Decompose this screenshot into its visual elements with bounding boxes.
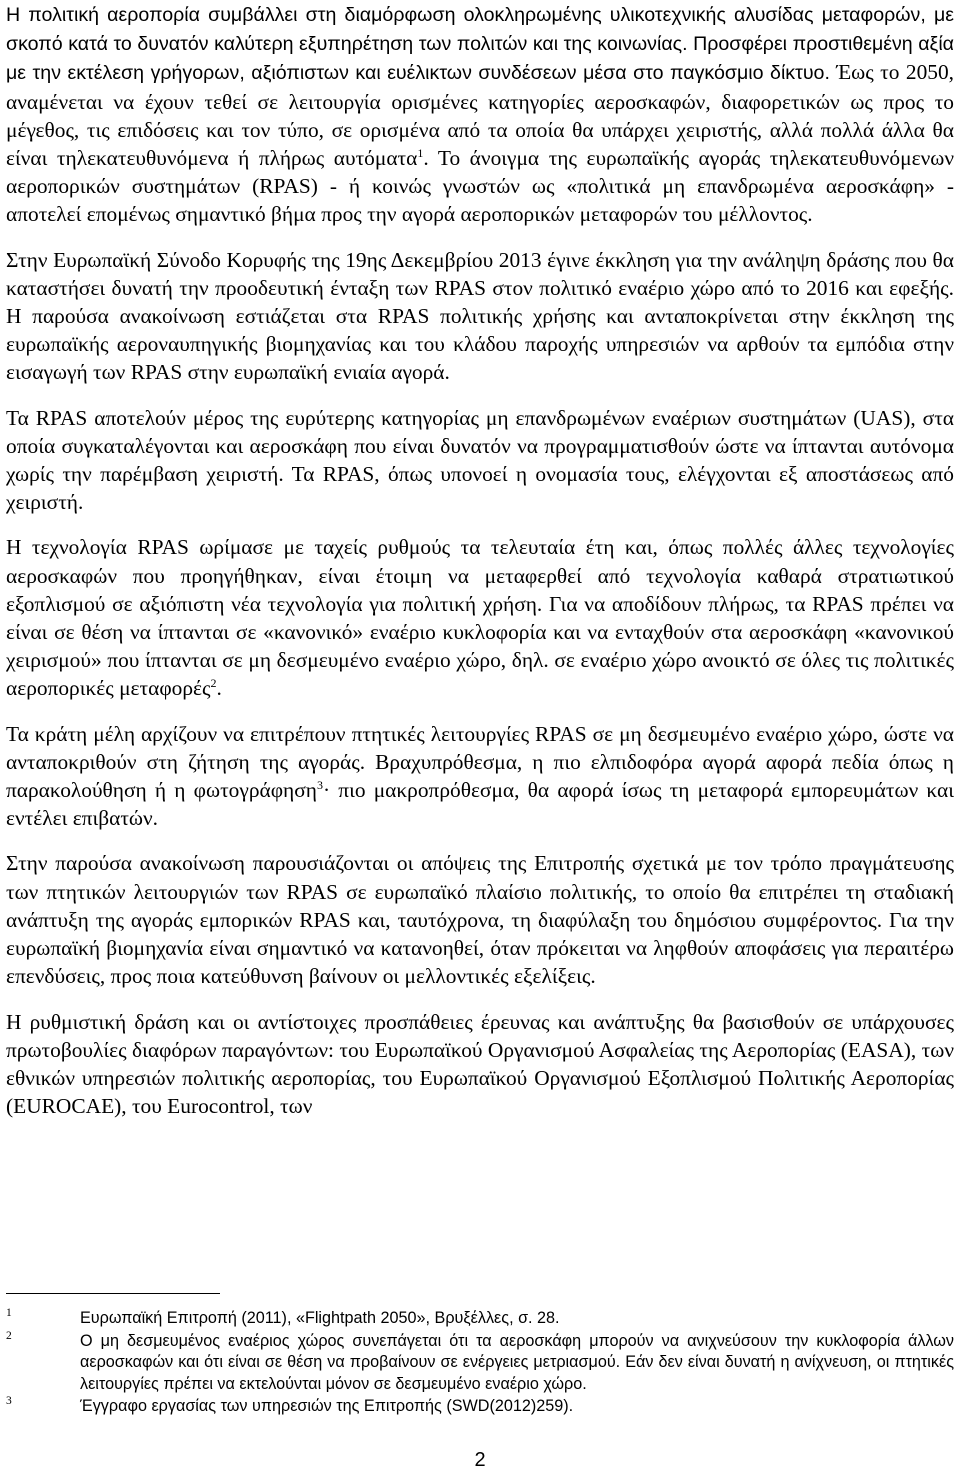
footnote-text: Ο μη δεσμευμένος εναέριος χώρος συνεπάγεται ότι τα αεροσκάφη μπορούν να ανιχνεύσουν την κυκλοφορία άλλων αεροσκαφών και ότι είναι σε θέση να προβαίνουν σε ενέργειες μετριασμού. Εάν δεν είναι δυνατή η ανίχνευση, οι πτητικές λειτουργίες πρέπει να εκτελούνται μόνον σε δεσμευμένο εναέριο χώρο.: [80, 1331, 954, 1393]
paragraph-member-states: [6, 720, 954, 833]
footnote-number: 2: [6, 1329, 12, 1342]
footnote-1: [6, 1308, 954, 1330]
footnote-text: Ευρωπαϊκή Επιτροπή (2011), «Flightpath 2050», Βρυξέλλες, σ. 28.: [80, 1309, 560, 1327]
page-number: 2: [474, 1449, 486, 1471]
paragraph-lead-text: Η πολιτική αεροπορία συμβάλλει στη διαμόρφωση ολοκληρωμένης υλικοτεχνικής αλυσίδας μεταφορών, με σκοπό κατά το δυνατόν καλύτερη εξυπηρέτηση των πολιτών και της κοινωνίας. Προσφέρει προστιθεμένη αξία με την εκτέλεση γρήγορων, αξιόπιστων και ευέλικτων συνδέσεων μέσα στο παγκόσμιο δίκτυο.: [6, 4, 954, 85]
paragraph-text: Τα κράτη μέλη αρχίζουν να επιτρέπουν πτητικές λειτουργίες RPAS σε μη δεσμευμένο εναέριο χώρο, ώστε να ανταποκριθούν στη ζήτηση της αγοράς. Βραχυπρόθεσμα, η πιο ελπιδοφόρα αγορά αφορά πεδία όπως η παρακολούθηση ή η φωτογράφηση: [6, 721, 954, 803]
footnote-ref-1[interactable]: 1: [417, 145, 424, 160]
footnote-text: Έγγραφο εργασίας των υπηρεσιών της Επιτροπής (SWD(2012)259).: [80, 1397, 574, 1416]
footnotes: [6, 1308, 954, 1419]
footnote-3: [6, 1396, 954, 1418]
footnote-number: 1: [6, 1307, 12, 1319]
paragraph-rpas-definition: Τα RPAS αποτελούν μέρος της ευρύτερης κατηγορίας μη επανδρωμένων εναέριων συστημάτων (UAS), στα οποία συγκαταλέγονται και αεροσκάφη που είναι δυνατόν να προγραμματισθούν ώστε να ίπτανται αυτόνομα χωρίς την παρέμβαση χειριστή. Τα RPAS, όπως υπονοεί η ονομασία τους, ελέγχονται εξ αποστάσεως από χειριστή.: [6, 405, 954, 515]
paragraph-summit: Στην Ευρωπαϊκή Σύνοδο Κορυφής της 19ης Δεκεμβρίου 2013 έγινε έκκληση για την ανάληψη δράσης που θα καταστήσει δυνατή την προοδευτική ένταξη των RPAS στον πολιτικό εναέριο χώρο από το 2016 και εφεξής. Η παρούσα ανακοίνωση εστιάζεται στα RPAS πολιτικής χρήσης και ανταποκρίνεται στην έκκληση της ευρωπαϊκής αεροναυπηγικής βιομηχανίας και του κλάδου παροχής υπηρεσιών να αρθούν τα εμπόδια στην εισαγωγή των RPAS στην ευρωπαϊκή ενιαία αγορά.: [6, 247, 954, 385]
paragraph-regulatory-action: Η ρυθμιστική δράση και οι αντίστοιχες προσπάθειες έρευνας και ανάπτυξης θα βασισθούν σε υπάρχουσες πρωτοβουλίες διαφόρων παραγόντων: του Ευρωπαϊκού Οργανισμού Ασφαλείας της Αεροπορίας (EASA), των εθνικών υπηρεσιών πολιτικής αεροπορίας, του Ευρωπαϊκού Οργανισμού Εξοπλισμού Πολιτικής Αεροπορίας (EUROCAE), του Eurocontrol, των: [6, 1009, 954, 1119]
paragraph-commission-views: Στην παρούσα ανακοίνωση παρουσιάζονται οι απόψεις της Επιτροπής σχετικά με τον τρόπο πραγμάτευσης των πτητικών λειτουργιών των RPAS σε ευρωπαϊκό πλαίσιο πολιτικής, το οποίο θα επιτρέπει τη σταδιακή ανάπτυξη της αγοράς εμπορικών RPAS και, ταυτόχρονα, τη διαφύλαξη του δημόσιου συμφέροντος. Για την ευρωπαϊκή βιομηχανία είναι σημαντικό να κατανοηθεί, όταν πρόκειται να ληφθούν αποφάσεις για περαιτέρω επενδύσεις, προς ποια κατεύθυνση βαίνουν οι μελλοντικές εξελίξεις.: [6, 851, 954, 989]
paragraph-rpas-technology: [6, 533, 954, 702]
footnote-number: 3: [6, 1395, 12, 1408]
paragraph-text: · πιο μακροπρόθεσμα, θα αφορά ίσως τη μεταφορά εμπορευμάτων και εντέλει επιβατών.: [6, 778, 954, 831]
footnote-ref-2[interactable]: 2: [210, 676, 217, 691]
paragraph-text: Η τεχνολογία RPAS ωρίμασε με ταχείς ρυθμούς τα τελευταία έτη και, όπως πολλές άλλες τεχνολογίες αεροσκαφών που προηγήθηκαν, είναι έτοιμη να μεταφερθεί από τεχνολογία καθαρά στρατιωτικού εξοπλισμού σε αξιόπιστη νέα τεχνολογία για πολιτική χρήση. Για να αποδίδουν πλήρως, τα RPAS πρέπει να είναι σε θέση να ίπτανται σε «κανονικό» εναέριο κυκλοφορία και να ενταχθούν στα αεροσκάφη «κανονικού χειρισμού» που ίπτανται σε μη δεσμευμένο εναέριο χώρο, δηλ. σε εναέριο χώρο ανοικτό σε όλες τις πολιτικές αεροπορικές μεταφορές: [6, 535, 954, 701]
footnote-2: [6, 1331, 954, 1396]
footnote-ref-3[interactable]: 3: [316, 777, 323, 792]
paragraph-text: . Το άνοιγμα της ευρωπαϊκής αγοράς τηλεκατευθυνόμενων αεροπορικών συστημάτων (RPAS) - ή κοινώς γνωστών ως «πολιτικά μη επανδρωμένα αεροσκάφη» - αποτελεί επομένως σημαντικό βήμα προς την αγορά αεροπορικών μεταφορών του μέλλοντος.: [6, 146, 954, 227]
footnote-divider: [6, 1293, 220, 1294]
paragraph-text: Έως το 2050, αναμένεται να έχουν τεθεί σε λειτουργία ορισμένες κατηγορίες αεροσκαφών, διαφορετικών ως προς το μέγεθος, τις επιδόσεις και τον τύπο, σε ορισμένα από τα οποία θα υπάρχει χειριστής, αλλά πολλά άλλα θα είναι τηλεκατευθυνόμενα ή πλήρως αυτόματα: [6, 60, 955, 171]
paragraph-civil-aviation: [6, 0, 954, 229]
paragraph-text: .: [216, 676, 222, 701]
document-page: [6, 0, 954, 1137]
